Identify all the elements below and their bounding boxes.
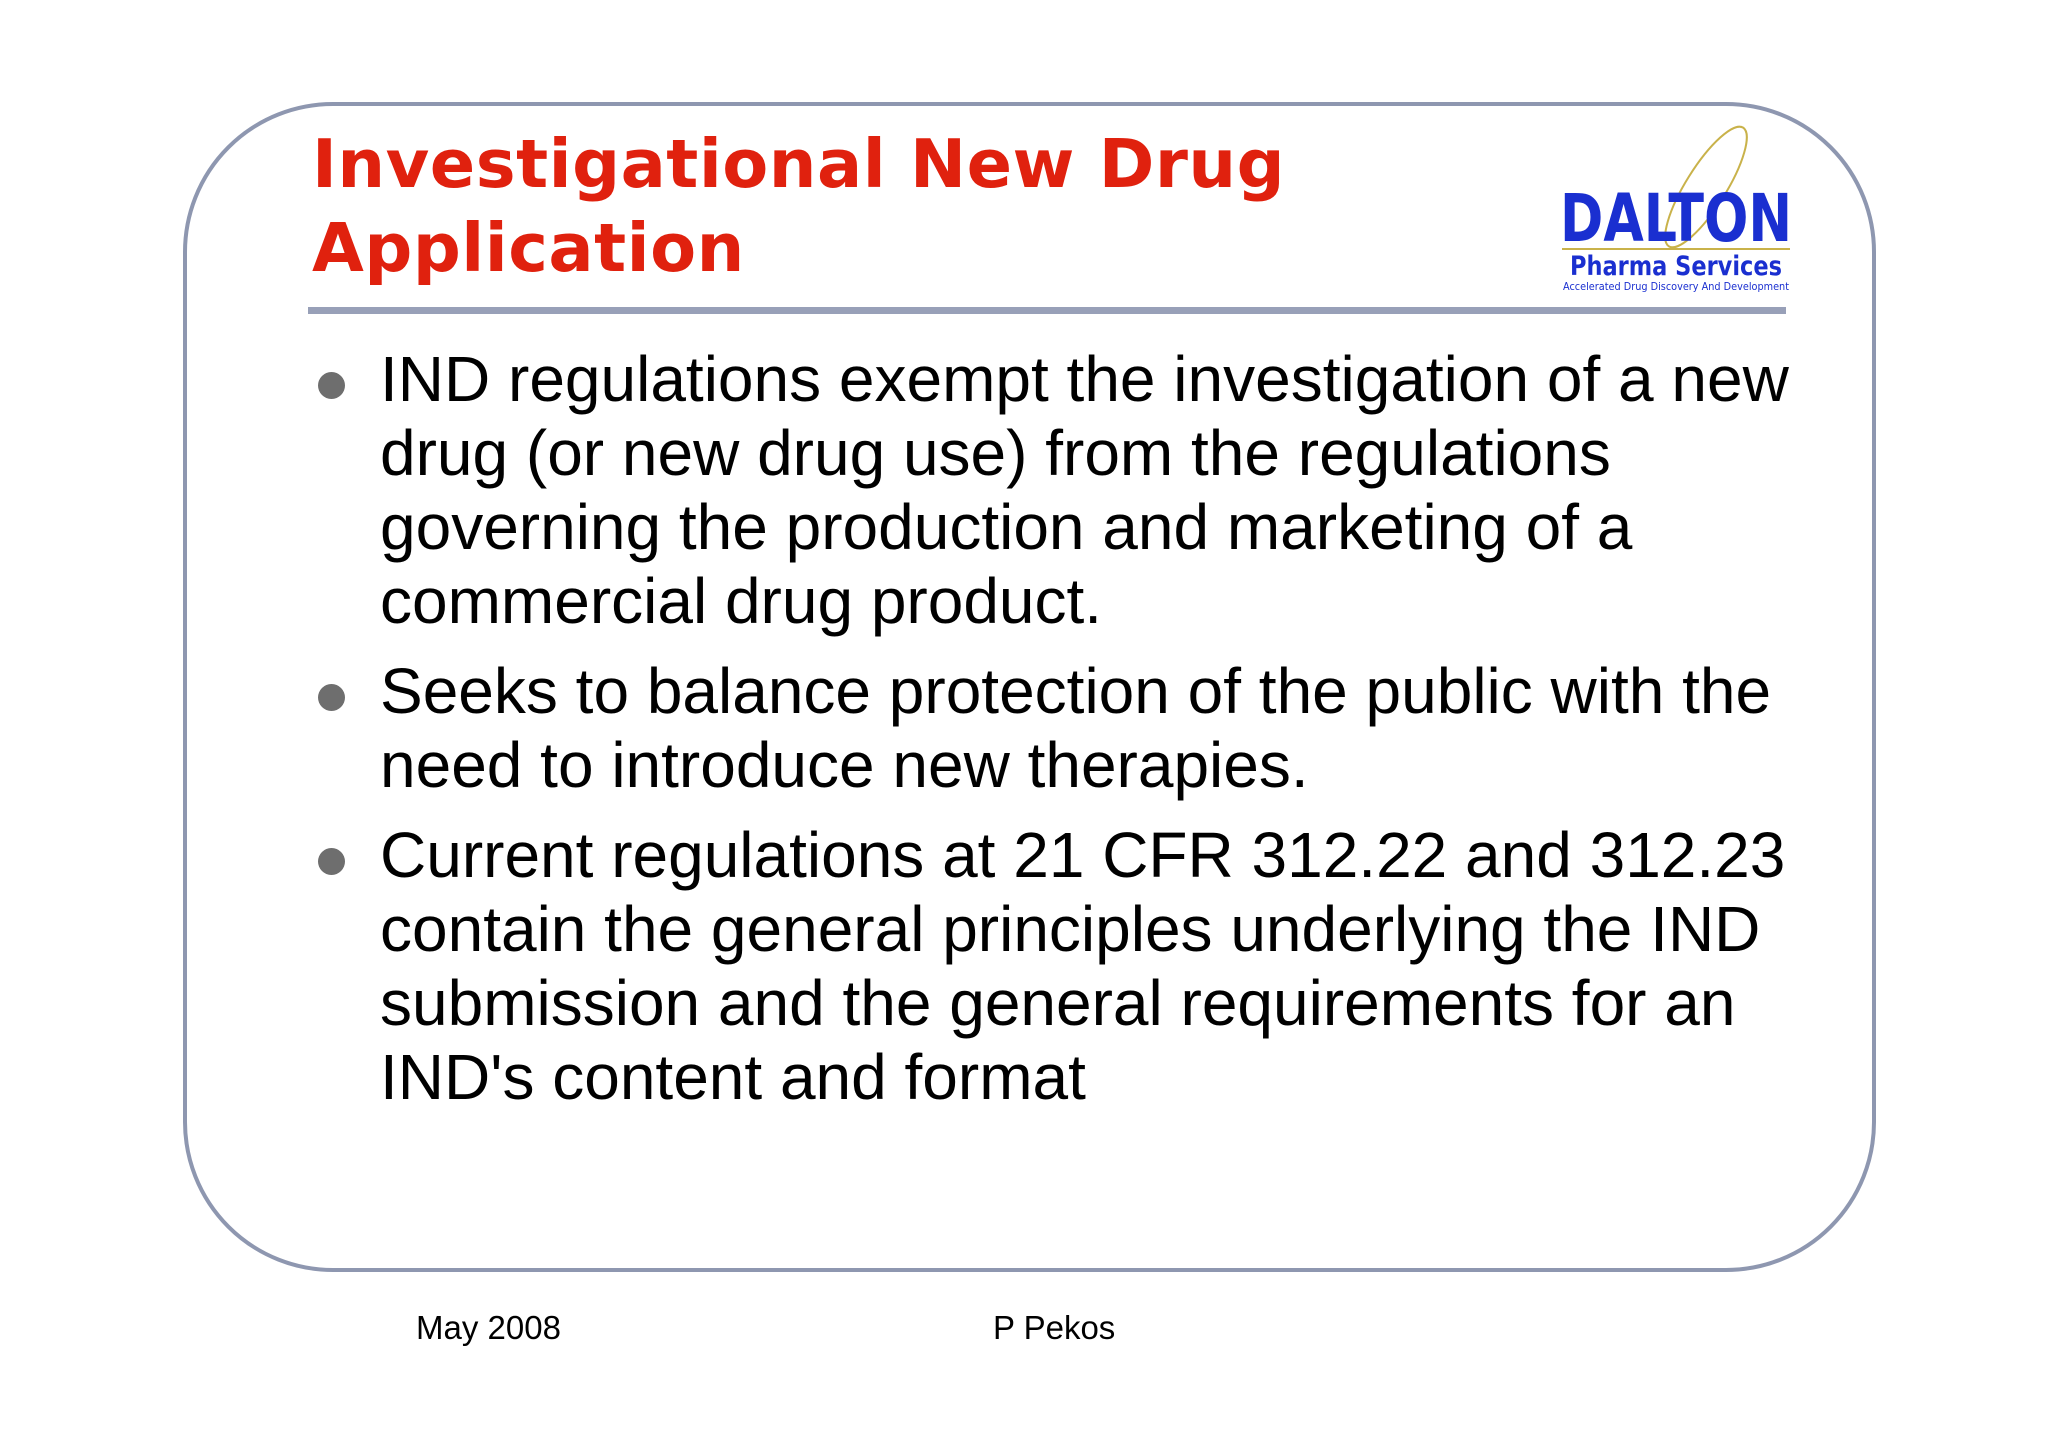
logo-subtitle: Pharma Services (1570, 251, 1782, 282)
dalton-logo (1556, 125, 1796, 300)
bullet-item (312, 654, 1792, 802)
title-divider (308, 307, 1786, 314)
bullet-dot-icon (318, 372, 345, 399)
bullet-text: Seeks to balance protection of the public with the need to introduce new therapies. (380, 655, 1772, 801)
bullet-dot-icon (318, 684, 345, 711)
bullet-dot-icon (318, 848, 345, 875)
bullet-item (312, 342, 1792, 638)
footer-date: May 2008 (416, 1309, 561, 1346)
footer-author: P Pekos (993, 1309, 1116, 1346)
bullet-item (312, 818, 1792, 1114)
bullet-list (312, 342, 1792, 1130)
bullet-text: Current regulations at 21 CFR 312.22 and 312.23 contain the general principles underlying the IND submission and the general requirements for an IND's content and format (380, 819, 1786, 1113)
logo-name: DALTON (1560, 180, 1792, 257)
slide-title: Investigational New Drug Application (312, 125, 1286, 287)
bullet-text: IND regulations exempt the investigation of a new drug (or new drug use) from the regulations governing the production and marketing of a commercial drug product. (380, 343, 1789, 637)
logo-tagline: Accelerated Drug Discovery And Development (1563, 280, 1790, 293)
